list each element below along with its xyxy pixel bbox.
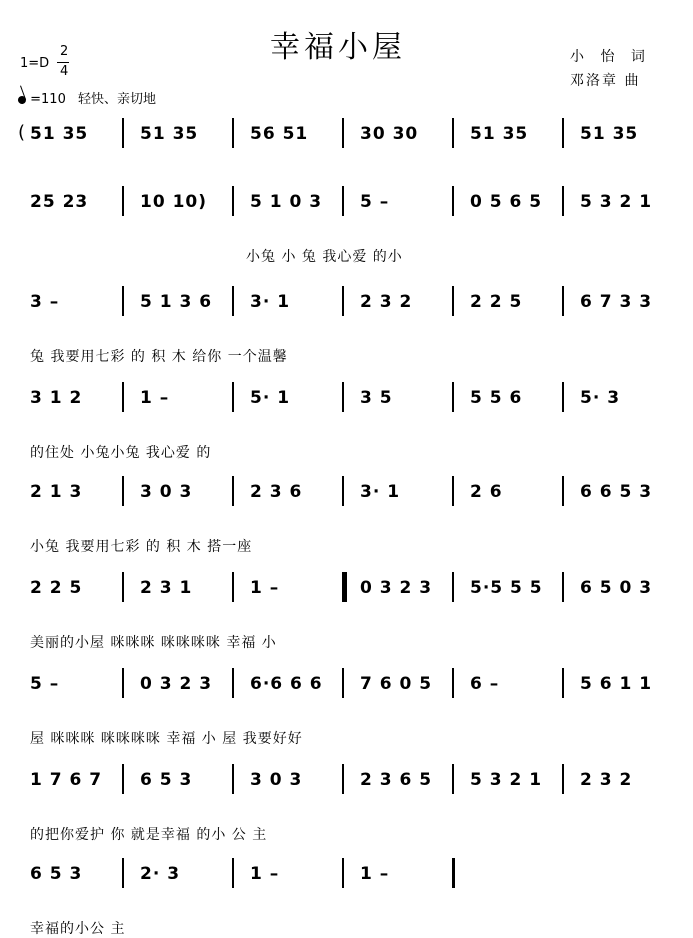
time-signature-top: 2: [60, 44, 69, 59]
bar-line: [122, 186, 124, 216]
bar-line: [342, 764, 344, 794]
measure-notes: 2 1 3: [30, 482, 83, 502]
measure-notes: 3· 1: [360, 482, 401, 502]
measure-notes: 51 35: [140, 124, 199, 144]
bar-line: [562, 286, 564, 316]
measure-notes: 5 1 3 6: [140, 292, 213, 312]
measure-notes: 2 3 6: [250, 482, 303, 502]
measure-notes: 5 –: [30, 674, 60, 694]
song-title: 幸福小屋: [270, 30, 406, 65]
lyrics-line: 兔 我要用七彩 的 积 木 给你 一个温馨: [30, 349, 288, 365]
measure-notes: 0 3 2 3: [360, 578, 433, 598]
measure-notes: 5 –: [360, 192, 390, 212]
measure-notes: 6 –: [470, 674, 500, 694]
measure-notes: 51 35: [580, 124, 639, 144]
measure-notes: 3 5: [360, 388, 393, 408]
measure-notes: 10 10): [140, 192, 208, 212]
lyrics-line: 幸福的小公 主: [30, 921, 126, 937]
measure-notes: 2· 3: [140, 864, 181, 884]
measure-notes: 25 23: [30, 192, 89, 212]
bar-line: [562, 668, 564, 698]
bar-line: [452, 382, 454, 412]
measure-notes: 1 –: [140, 388, 170, 408]
measure-notes: 3· 1: [250, 292, 291, 312]
measure-notes: 2 3 1: [140, 578, 193, 598]
quarter-note-icon: [17, 95, 27, 105]
key-signature: 1=D: [20, 56, 50, 71]
measure-notes: 5· 1: [250, 388, 291, 408]
measure-notes: 5·5 5 5: [470, 578, 543, 598]
measure-notes: 56 51: [250, 124, 309, 144]
measure-notes: 5 6 1 1: [580, 674, 653, 694]
bar-line: [562, 382, 564, 412]
measure-notes: 2 3 6 5: [360, 770, 433, 790]
bar-line: [452, 286, 454, 316]
tempo-value: =110: [30, 92, 66, 107]
measure-notes: 1 –: [250, 578, 280, 598]
measure-notes: 2 3 2: [580, 770, 633, 790]
bar-line: [452, 572, 454, 602]
measure-notes: 2 3 2: [360, 292, 413, 312]
measure-notes: 5 5 6: [470, 388, 523, 408]
measure-notes: 1 7 6 7: [30, 770, 103, 790]
lyrics-line: 小兔 我要用七彩 的 积 木 搭一座: [30, 539, 253, 555]
intro-open-paren: (: [18, 122, 26, 143]
bar-line: [452, 118, 454, 148]
bar-line: [342, 382, 344, 412]
bar-line: [232, 382, 234, 412]
lyrics-line: 小兔 小 兔 我心爱 的小: [246, 249, 403, 265]
bar-line: [122, 764, 124, 794]
measure-notes: 5 1 0 3: [250, 192, 323, 212]
bar-line: [562, 572, 564, 602]
measure-notes: 0 3 2 3: [140, 674, 213, 694]
measure-notes: 6 5 3: [140, 770, 193, 790]
tempo-marking: [18, 88, 156, 107]
measure-notes: 51 35: [30, 124, 89, 144]
bar-line: [122, 476, 124, 506]
measure-notes: 6·6 6 6: [250, 674, 323, 694]
measure-notes: 2 2 5: [30, 578, 83, 598]
bar-line: [122, 668, 124, 698]
measure-notes: 5· 3: [580, 388, 621, 408]
bar-line: [452, 668, 454, 698]
lyrics-line: 的住处 小兔小兔 我心爱 的: [30, 445, 212, 461]
measure-notes: 3 1 2: [30, 388, 83, 408]
bar-line: [452, 186, 454, 216]
composer-credit: 邓洛章 曲: [570, 73, 641, 89]
measure-notes: 7 6 0 5: [360, 674, 433, 694]
bar-line: [122, 286, 124, 316]
measure-notes: 3 0 3: [140, 482, 193, 502]
bar-line: [342, 186, 344, 216]
measure-notes: 1 –: [360, 864, 390, 884]
measure-notes: 6 6 5 3: [580, 482, 653, 502]
measure-notes: 6 5 0 3: [580, 578, 653, 598]
bar-line: [232, 476, 234, 506]
tempo-description: 轻快、亲切地: [78, 92, 157, 107]
bar-line: [452, 764, 454, 794]
bar-line: [232, 764, 234, 794]
lyrics-line: 美丽的小屋 咪咪咪 咪咪咪咪 幸福 小: [30, 635, 277, 651]
lyrics-line: 的把你爱护 你 就是幸福 的小 公 主: [30, 827, 268, 843]
measure-notes: 2 6: [470, 482, 503, 502]
bar-line: [342, 858, 344, 888]
bar-line: [232, 858, 234, 888]
bar-line: [122, 572, 124, 602]
bar-line: [232, 186, 234, 216]
bar-line: [562, 186, 564, 216]
measure-notes: 2 2 5: [470, 292, 523, 312]
bar-line: [232, 572, 234, 602]
time-signature-bottom: 4: [60, 64, 69, 79]
bar-line: [562, 118, 564, 148]
bar-line: [562, 476, 564, 506]
measure-notes: 3 –: [30, 292, 60, 312]
measure-notes: 5 3 2 1: [580, 192, 653, 212]
measure-notes: 5 3 2 1: [470, 770, 543, 790]
measure-notes: 6 7 3 3: [580, 292, 653, 312]
repeat-bar-line: [344, 572, 347, 602]
bar-line: [122, 382, 124, 412]
bar-line: [122, 118, 124, 148]
measure-notes: 6 5 3: [30, 864, 83, 884]
bar-line: [452, 476, 454, 506]
lyricist-credit: 小 怡 词: [570, 49, 651, 65]
bar-line: [122, 858, 124, 888]
bar-line: [562, 764, 564, 794]
bar-line: [342, 118, 344, 148]
measure-notes: 51 35: [470, 124, 529, 144]
bar-line: [342, 286, 344, 316]
measure-notes: 30 30: [360, 124, 419, 144]
lyrics-line: 屋 咪咪咪 咪咪咪咪 幸福 小 屋 我要好好: [30, 731, 303, 747]
measure-notes: 1 –: [250, 864, 280, 884]
measure-notes: 0 5 6 5: [470, 192, 543, 212]
bar-line: [342, 668, 344, 698]
final-bar-line: [452, 858, 455, 888]
bar-line: [232, 668, 234, 698]
time-signature-divider: [57, 62, 69, 63]
measure-notes: 3 0 3: [250, 770, 303, 790]
bar-line: [342, 476, 344, 506]
bar-line: [232, 286, 234, 316]
bar-line: [232, 118, 234, 148]
